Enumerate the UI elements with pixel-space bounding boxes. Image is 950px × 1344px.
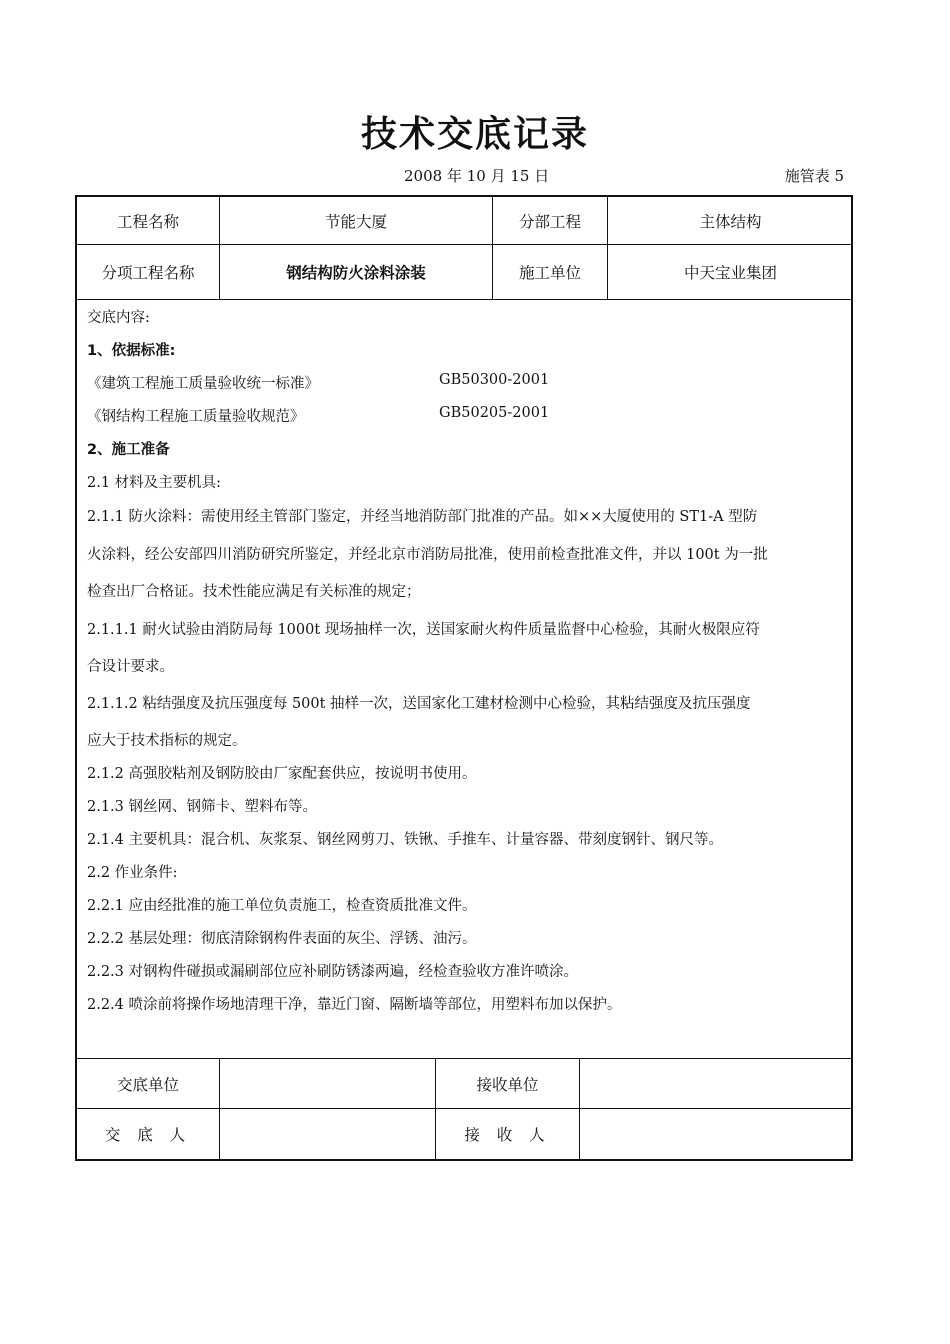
document-title: 技术交底记录 — [360, 114, 589, 155]
standard-code: GB50205-2001 — [439, 405, 550, 421]
document-date: 2008 年 10 月 15 日 — [404, 167, 550, 185]
section-heading: 1、依据标准: — [87, 343, 176, 359]
content-line: 2.2.1 应由经批准的施工单位负责施工，检查资质批准文件。 — [87, 898, 477, 914]
content-line: 2.1.1 防火涂料：需使用经主管部门鉴定，并经当地消防部门批准的产品。如××大厦使用的 ST1-A 型防 — [87, 509, 758, 525]
content-heading: 交底内容: — [87, 310, 150, 326]
content-line: 2.1.1.2 粘结强度及抗压强度每 500t 抽样一次，送国家化工建材检测中心检验，其粘结强度及抗压强度 — [87, 696, 751, 712]
issuer-unit-label: 交底单位 — [116, 1075, 179, 1094]
contractor-label: 施工单位 — [518, 264, 581, 282]
record-table — [75, 195, 853, 1161]
content-line: 2.1.3 钢丝网、钢筛卡、塑料布等。 — [87, 799, 318, 815]
content-line: 2.1 材料及主要机具: — [87, 475, 222, 491]
section-heading: 2、施工准备 — [87, 442, 170, 458]
standard-code: GB50300-2001 — [439, 372, 550, 388]
division-value[interactable]: 主体结构 — [699, 212, 762, 231]
row-divider — [77, 299, 851, 300]
receiver-field[interactable] — [580, 1109, 853, 1159]
content-line: 合设计要求。 — [87, 659, 174, 675]
issuer-field[interactable] — [220, 1109, 435, 1159]
project-name-label: 工程名称 — [116, 212, 179, 231]
content-line: 火涂料，经公安部四川消防研究所鉴定，并经北京市消防局批准，使用前检查批准文件，并以 100t 为一批 — [87, 547, 768, 563]
form-number: 施管表 5 — [784, 167, 844, 185]
content-line: 2.2 作业条件: — [87, 865, 178, 881]
content-line: 2.1.1.1 耐火试验由消防局每 1000t 现场抽样一次，送国家耐火构件质量监督中心检验，其耐火极限应符 — [87, 622, 760, 638]
content-line: 检查出厂合格证。技术性能应满足有关标准的规定； — [87, 584, 421, 600]
standard-name: 《钢结构工程施工质量验收规范》 — [87, 409, 305, 425]
receiver-unit-label: 接收单位 — [476, 1075, 539, 1094]
content-line: 应大于技术指标的规定。 — [87, 733, 247, 749]
receiver-label: 接 收 人 — [464, 1126, 551, 1144]
content-line: 2.2.4 喷涂前将操作场地清理干净，靠近门窗、隔断墙等部位，用塑料布加以保护。 — [87, 997, 622, 1013]
subitem-name-label: 分项工程名称 — [101, 264, 195, 282]
receiver-unit-field[interactable] — [580, 1059, 853, 1108]
project-name-value[interactable]: 节能大厦 — [324, 212, 387, 231]
subitem-name-value[interactable]: 钢结构防火涂料涂装 — [286, 264, 426, 282]
issuer-unit-field[interactable] — [220, 1059, 435, 1108]
content-line: 2.1.4 主要机具：混合机、灰浆泵、钢丝网剪刀、铁锹、手推车、计量容器、带刻度钢针、钢尺等。 — [87, 832, 723, 848]
contractor-value[interactable]: 中天宝业集团 — [683, 264, 777, 282]
content-line: 2.2.2 基层处理：彻底清除钢构件表面的灰尘、浮锈、油污。 — [87, 931, 477, 947]
content-line: 2.2.3 对钢构件碰损或漏刷部位应补刷防锈漆两遍，经检查验收方准许喷涂。 — [87, 964, 579, 980]
content-line: 2.1.2 高强胶粘剂及钢防胶由厂家配套供应，按说明书使用。 — [87, 766, 477, 782]
standard-name: 《建筑工程施工质量验收统一标准》 — [87, 376, 319, 392]
division-label: 分部工程 — [518, 212, 581, 231]
issuer-label: 交 底 人 — [104, 1126, 192, 1144]
